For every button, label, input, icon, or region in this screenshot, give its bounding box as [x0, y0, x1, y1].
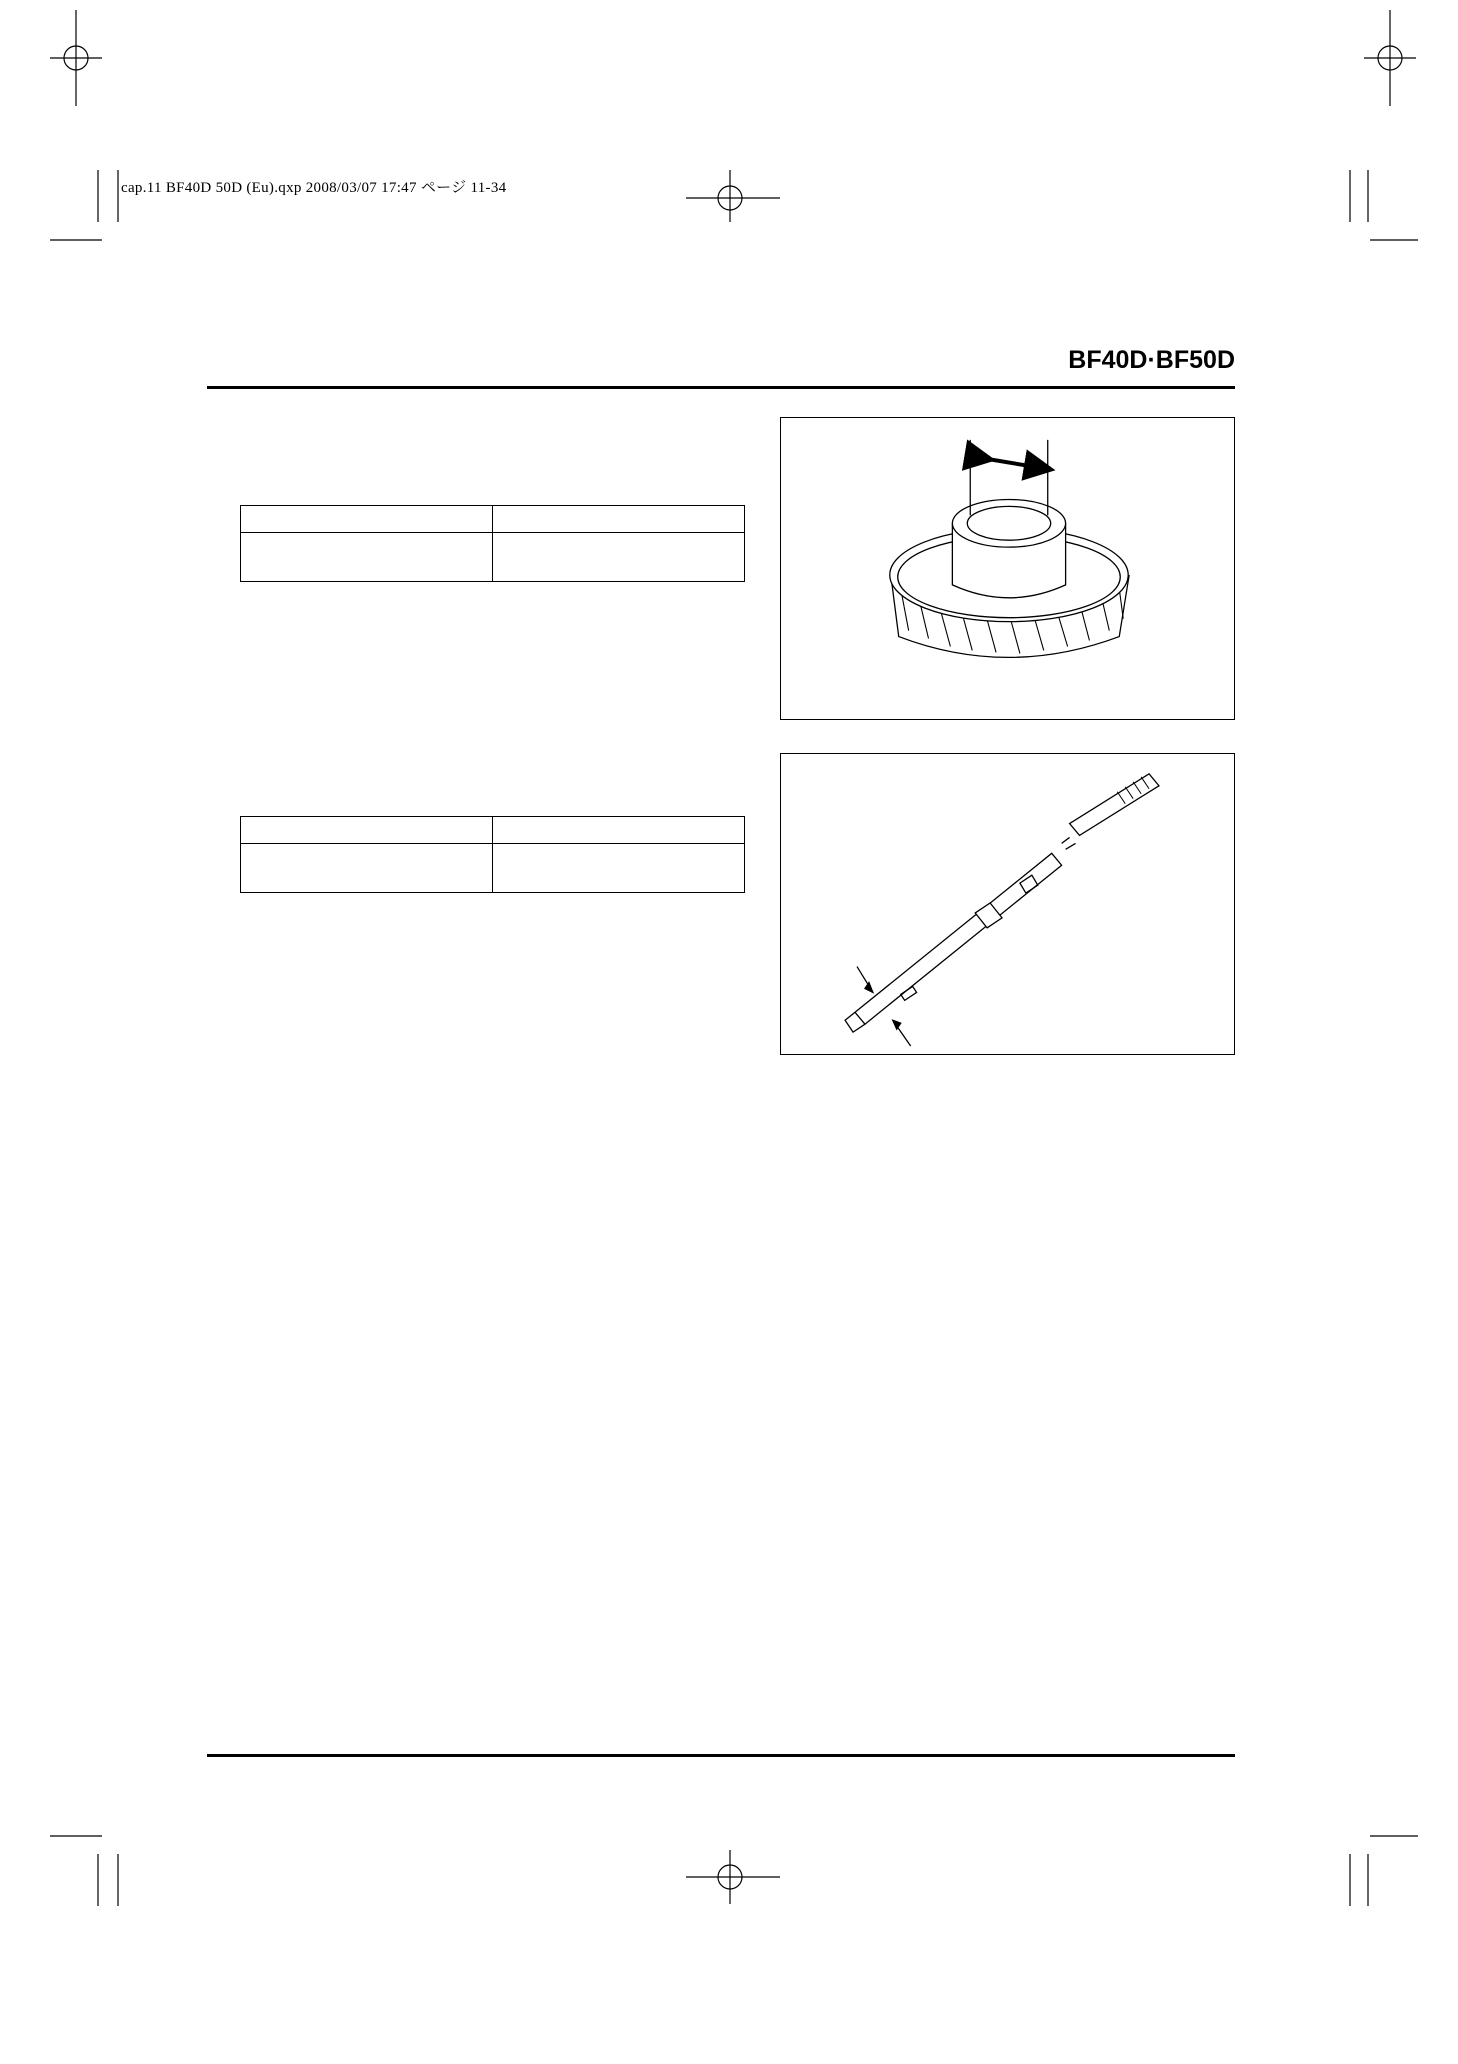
- table-cell: [241, 533, 493, 582]
- table-header-row: [241, 817, 745, 844]
- crop-marks-bottom: [0, 1820, 1458, 1930]
- drive-shaft-icon: [781, 754, 1234, 1054]
- footer-rule: [207, 1754, 1235, 1757]
- print-slug: cap.11 BF40D 50D (Eu).qxp 2008/03/07 17:47 ページ 11-34: [121, 180, 507, 196]
- crop-marks-sides: [0, 0, 1458, 110]
- table-header-cell: [493, 506, 745, 533]
- spec-table-2: [240, 816, 745, 893]
- table-cell: [493, 844, 745, 893]
- bevel-gear-icon: [781, 418, 1234, 719]
- table-header-cell: [241, 817, 493, 844]
- table-row: [241, 844, 745, 893]
- table-header-row: [241, 506, 745, 533]
- figure-drive-shaft: [780, 753, 1235, 1055]
- model-title: BF40D·BF50D: [1068, 346, 1235, 374]
- table-row: [241, 533, 745, 582]
- spec-table-1: [240, 505, 745, 582]
- table-cell: [493, 533, 745, 582]
- table-header-cell: [493, 817, 745, 844]
- figure-bevel-gear: [780, 417, 1235, 720]
- header-rule: [207, 386, 1235, 389]
- table-cell: [241, 844, 493, 893]
- table-header-cell: [241, 506, 493, 533]
